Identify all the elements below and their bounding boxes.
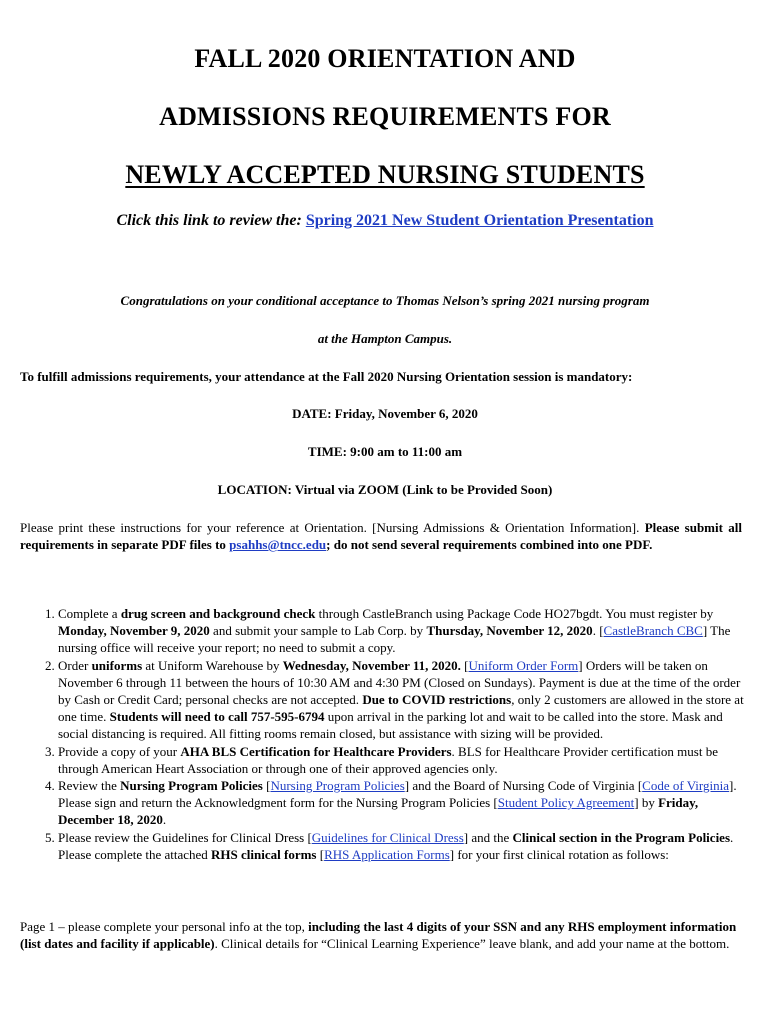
text-bold: Monday, November 9, 2020 [58, 623, 210, 639]
text: [ [262, 778, 271, 794]
text-bold: including the last 4 digits of your SSN and any RHS employment information (list dates and facility if applicable) [20, 919, 737, 951]
title-line-2: ADMISSIONS REQUIREMENTS FOR [159, 102, 611, 131]
uniform-order-form-link[interactable]: Uniform Order Form [468, 657, 579, 673]
text-bold: Wednesday, November 11, 2020. [282, 657, 461, 673]
text: Complete a [58, 606, 121, 621]
text-bold: Clinical section in the Program Policies [512, 829, 731, 845]
session-date: DATE: Friday, November 6, 2020 [292, 406, 478, 421]
text: upon arrival in the parking lot and wait to be called into the store. Mask and social distancing is required. All fitting rooms remain closed, but assistance with sizing will be provided. [58, 709, 723, 742]
text: at Uniform Warehouse by [142, 657, 283, 673]
code-of-virginia-link[interactable]: Code of Virginia [642, 778, 729, 794]
text: ] Orders will be taken on November 6 through 11 between the hours of 10:30 AM and 4:30 PM (Closed on Sundays). Payment is due at the time of the order by Cash or Credit Card; personal checks are not accepted. [58, 657, 741, 708]
requirement-item-4 [58, 777, 752, 829]
text: . BLS for Healthcare Provider certification must be through American Heart Association or through one of their approved agencies only. [58, 743, 718, 776]
instructions-paragraph [20, 519, 742, 553]
session-time: TIME: 9:00 am to 11:00 am [307, 444, 463, 459]
text: Page 1 – please complete your personal info at the top, [20, 919, 309, 934]
print-instructions: Please print these instructions for your reference at Orientation. [Nursing Admissions & Orientation Information]. [20, 520, 640, 535]
text: . Clinical details for “Clinical Learning Experience” leave blank, and add your name at the bottom. [214, 936, 730, 951]
text: ]. Please sign and return the Acknowledgment form for the Nursing Program Policies [ [58, 778, 737, 811]
text: and submit your sample to Lab Corp. by [209, 623, 427, 639]
clinical-dress-guidelines-link[interactable]: Guidelines for Clinical Dress [311, 829, 464, 845]
text: Provide a copy of your [58, 743, 181, 759]
session-location: LOCATION: Virtual via ZOOM (Link to be Provided Soon) [217, 482, 553, 497]
text: , only 2 customers are allowed in the store at one time. [58, 692, 744, 725]
requirements-list [20, 605, 752, 863]
text: ] and the [463, 829, 513, 845]
submit-prefix: Please submit all requirements in separate PDF files to [20, 520, 742, 552]
congrats-line-2: at the Hampton Campus. [317, 331, 453, 346]
text: . [162, 812, 167, 828]
email-link[interactable]: psahhs@tncc.edu [229, 537, 327, 552]
text: [ [316, 846, 325, 862]
text: Please review the Guidelines for Clinical Dress [ [58, 829, 312, 845]
rhs-application-forms-link[interactable]: RHS Application Forms [324, 846, 450, 862]
text: Order [58, 657, 92, 673]
presentation-link[interactable]: Spring 2021 New Student Orientation Presentation [305, 212, 654, 229]
text-bold: Friday, December 18, 2020 [58, 795, 699, 828]
text-bold: Thursday, November 12, 2020 [426, 623, 593, 639]
text: ] and the Board of Nursing Code of Virginia [ [404, 778, 643, 794]
student-policy-agreement-link[interactable]: Student Policy Agreement [497, 795, 635, 811]
text: . Please complete the attached [58, 829, 734, 862]
castlebranch-link[interactable]: CastleBranch CBC [603, 623, 703, 639]
text-bold: Due to COVID restrictions [362, 692, 512, 708]
text-bold: drug screen and background check [120, 606, 316, 621]
presentation-link-line [0, 212, 770, 230]
text-bold: AHA BLS Certification for Healthcare Providers [180, 743, 452, 759]
requirement-item-3 [58, 743, 752, 777]
requirement-item-2 [58, 657, 752, 743]
submit-suffix: ; do not send several requirements combined into one PDF. [326, 537, 653, 552]
text: ] The nursing office will receive your report; no need to submit a copy. [58, 623, 731, 656]
text: ] for your first clinical rotation as follows: [449, 846, 669, 862]
text: [ [460, 657, 469, 673]
title-line-1: FALL 2020 ORIENTATION AND [194, 44, 576, 73]
text-bold: Nursing Program Policies [120, 778, 263, 794]
text-bold: RHS clinical forms [211, 846, 317, 862]
title-line-3: NEWLY ACCEPTED NURSING STUDENTS [125, 160, 645, 189]
text: . [ [592, 623, 604, 639]
mandatory-notice: To fulfill admissions requirements, your attendance at the Fall 2020 Nursing Orientation session is mandatory: [20, 369, 633, 384]
text: through CastleBranch using Package Code HO27bgdt. You must register by [315, 606, 714, 621]
congrats-line-1: Congratulations on your conditional acceptance to Thomas Nelson’s spring 2021 nursing program [120, 293, 650, 308]
nursing-program-policies-link[interactable]: Nursing Program Policies [270, 778, 405, 794]
text: Review the [58, 778, 121, 794]
requirement-item-1 [58, 605, 752, 657]
page1-instructions [20, 918, 748, 952]
text-bold: Students will need to call 757-595-6794 [109, 709, 325, 725]
text-bold: uniforms [91, 657, 143, 673]
requirement-item-5 [58, 829, 752, 863]
text: ] by [634, 795, 659, 811]
presentation-link-prefix: Click this link to review the: [116, 212, 302, 229]
